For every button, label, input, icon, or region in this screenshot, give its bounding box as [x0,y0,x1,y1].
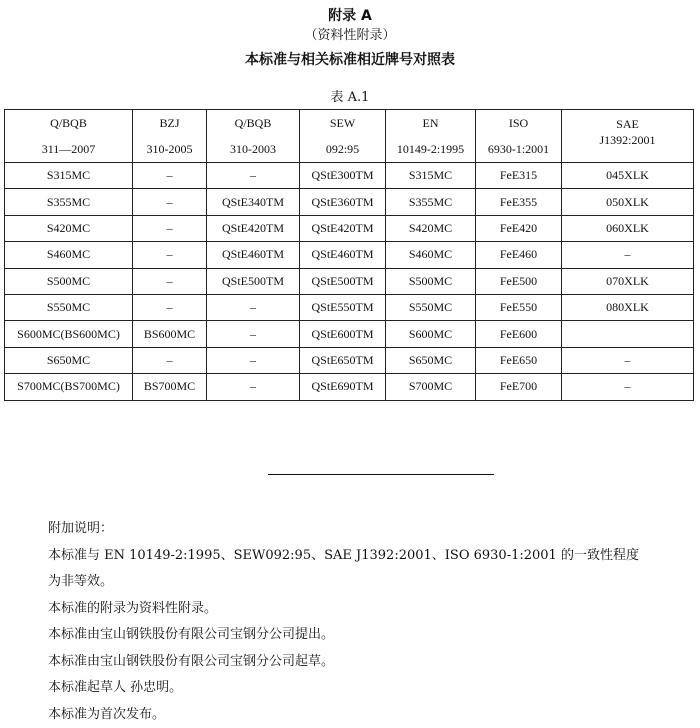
table-cell: S355MC [386,189,476,215]
table-cell: – [133,215,207,241]
table-row [5,374,694,400]
column-header-sew [300,110,386,163]
notes-heading: 附加说明： [48,516,688,543]
column-header-top: BZJ [133,115,206,131]
table-cell: S500MC [5,268,133,294]
table-cell: FeE600 [476,321,562,347]
table-cell: – [207,374,300,400]
notes-line: 为非等效。 [48,569,688,596]
table-cell: QStE690TM [300,374,386,400]
table-cell: – [207,347,300,373]
table-cell: QStE300TM [300,163,386,189]
table-cell: 060XLK [562,215,694,241]
column-header-bottom: 10149-2:1995 [386,141,475,157]
column-header-bottom: 310-2003 [207,141,299,157]
table-cell: – [207,321,300,347]
column-header-bottom: 311—2007 [5,141,132,157]
table-cell: – [562,242,694,268]
table-cell: FeE420 [476,215,562,241]
table-cell: FeE315 [476,163,562,189]
notes-line: 本标准由宝山钢铁股份有限公司宝钢分公司起草。 [48,649,688,676]
table-cell: FeE550 [476,294,562,320]
notes-line: 本标准由宝山钢铁股份有限公司宝钢分公司提出。 [48,622,688,649]
table-cell: – [562,374,694,400]
table-cell: QStE420TM [300,215,386,241]
column-header-q-bqb-311 [5,110,133,163]
notes-line: 本标准起草人 孙忠明。 [48,675,688,702]
table-cell: QStE500TM [207,268,300,294]
table-cell: S550MC [5,294,133,320]
table-cell: QStE500TM [300,268,386,294]
table-cell: – [133,163,207,189]
table-cell: – [207,163,300,189]
table-cell: FeE500 [476,268,562,294]
notes-line: 本标准为首次发布。 [48,702,688,728]
notes-line: 本标准与 EN 10149-2:1995、SEW092:95、SAE J1392:2001、ISO 6930-1:2001 的一致性程度 [48,543,688,570]
table-cell: 050XLK [562,189,694,215]
table-cell: S600MC(BS600MC) [5,321,133,347]
table-body [5,163,694,401]
table-cell: S700MC(BS700MC) [5,374,133,400]
table-cell: – [133,268,207,294]
page-title: 本标准与相关标准相近牌号对照表 [0,51,700,69]
table-cell: – [133,242,207,268]
table-cell: QStE460TM [207,242,300,268]
grade-comparison-table [4,109,694,401]
table-cell: FeE700 [476,374,562,400]
divider-line [268,474,494,475]
table-cell: QStE340TM [207,189,300,215]
column-header-q-bqb-310 [207,110,300,163]
table-cell: S500MC [386,268,476,294]
table-cell: 045XLK [562,163,694,189]
column-header-top: SEW [300,115,385,131]
table-cell: QStE650TM [300,347,386,373]
table-cell: S420MC [5,215,133,241]
table-cell: BS600MC [133,321,207,347]
column-header-bzj [133,110,207,163]
table-cell: S600MC [386,321,476,347]
column-header-top: ISO [476,115,561,131]
table-row [5,268,694,294]
column-header-bottom: 092:95 [300,141,385,157]
table-row [5,242,694,268]
table-cell: FeE355 [476,189,562,215]
column-header-bottom: 310-2005 [133,141,206,157]
table-cell: QStE600TM [300,321,386,347]
table-cell: S700MC [386,374,476,400]
table-cell: 070XLK [562,268,694,294]
notes-line: 本标准的附录为资料性附录。 [48,596,688,623]
table-cell: FeE460 [476,242,562,268]
column-header-bottom: 6930-1:2001 [476,141,561,157]
table-caption: 表 A.1 [0,90,700,106]
appendix-title: 附录 A [0,7,700,25]
table-cell: – [562,347,694,373]
additional-notes [48,516,688,728]
table-cell: QStE460TM [300,242,386,268]
column-header-iso [476,110,562,163]
column-header-top: Q/BQB [207,115,299,131]
table-row [5,215,694,241]
table-cell [562,321,694,347]
table-cell: S420MC [386,215,476,241]
table-row [5,189,694,215]
column-header-bottom: J1392:2001 [562,132,693,148]
table-cell: QStE360TM [300,189,386,215]
table-cell: S650MC [5,347,133,373]
table-row [5,163,694,189]
table-cell: – [133,189,207,215]
table-cell: S355MC [5,189,133,215]
column-header-top: EN [386,115,475,131]
table-cell: FeE650 [476,347,562,373]
column-header-sae [562,110,694,163]
table-cell: – [207,294,300,320]
column-header-top: Q/BQB [5,115,132,131]
column-header-top: SAE [562,116,693,132]
table-cell: S315MC [386,163,476,189]
table-cell: S315MC [5,163,133,189]
table-cell: S650MC [386,347,476,373]
column-header-en [386,110,476,163]
table-cell: 080XLK [562,294,694,320]
table-row [5,347,694,373]
table-row [5,321,694,347]
table-cell: S460MC [386,242,476,268]
table-cell: QStE550TM [300,294,386,320]
table-cell: BS700MC [133,374,207,400]
table-cell: – [133,294,207,320]
table-cell: S550MC [386,294,476,320]
table-cell: – [133,347,207,373]
table-cell: QStE420TM [207,215,300,241]
table-cell: S460MC [5,242,133,268]
appendix-subtitle: （资料性附录） [0,27,700,45]
table-row [5,294,694,320]
table-header-row [5,110,694,163]
